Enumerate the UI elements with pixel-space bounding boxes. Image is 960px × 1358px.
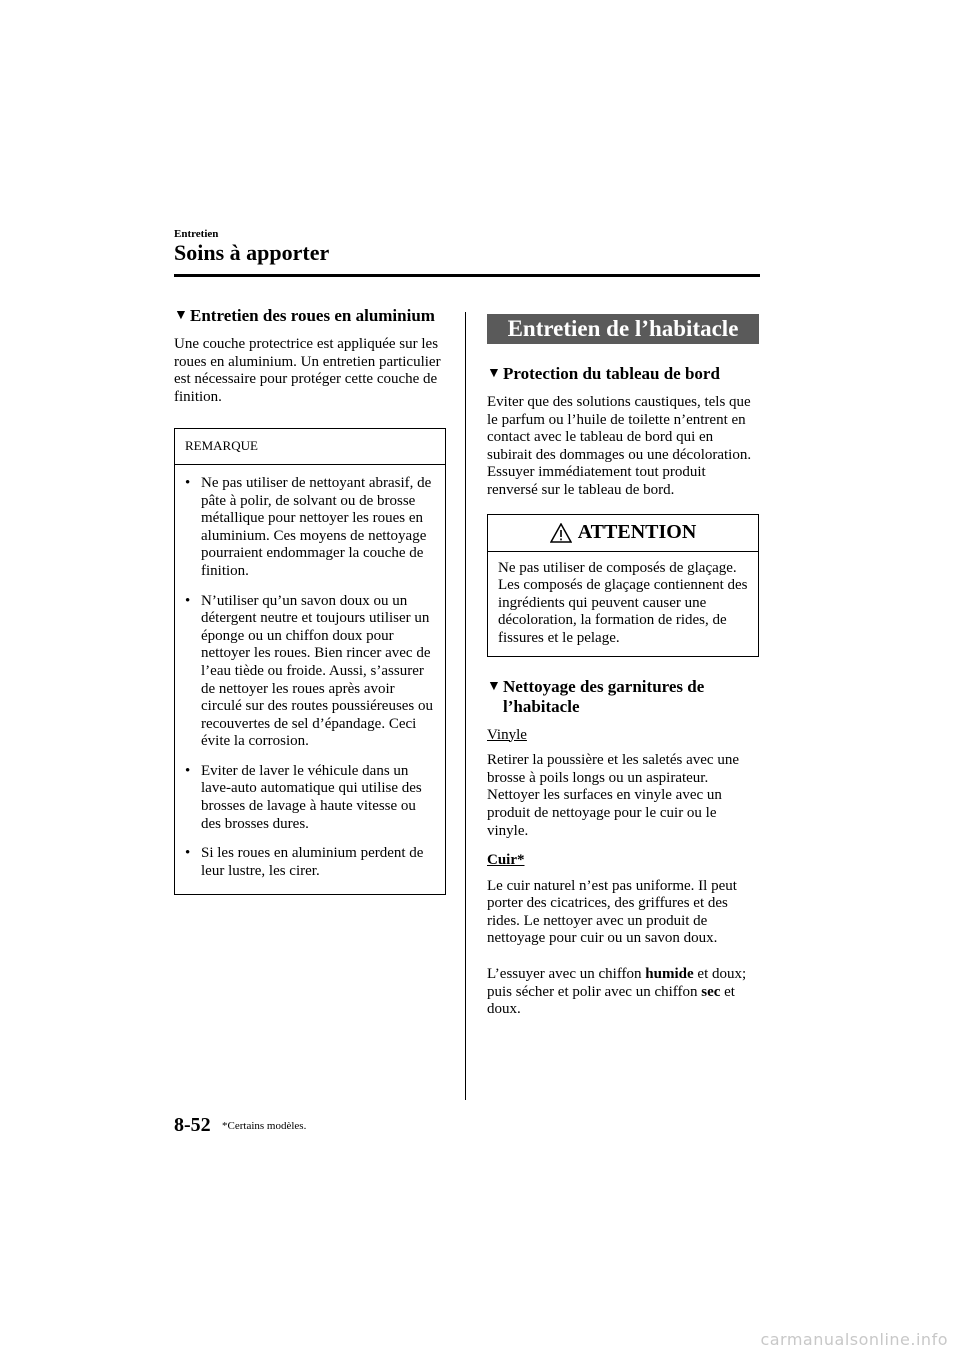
- bullet-icon: •: [185, 845, 191, 862]
- interior-care-banner: Entretien de l’habitacle: [487, 314, 759, 344]
- remarque-item: • Si les roues en aluminium perdent de leur lustre, les cirer.: [185, 845, 424, 879]
- vinyle-text: Retirer la poussière et les saletés avec une brosse à poils longs ou un aspirateur. Nettoyer les surfaces en vinyle avec un produit de nettoyage pour le cuir ou le vinyle.: [487, 752, 739, 839]
- dashboard-protection-heading: ▼ Protection du tableau de bord: [487, 364, 720, 383]
- aluminium-wheels-heading: ▼ Entretien des roues en aluminium: [174, 306, 435, 325]
- dashboard-protection-text: Eviter que des solutions caustiques, tels que le parfum ou l’huile de toilette n’entrent en contact avec le tableau de bord qui en subirait des dommages ou une décoloration. Essuyer immédiatement tout produit renversé sur le tableau de bord.: [487, 394, 752, 498]
- title-rule: [174, 274, 760, 277]
- remarque-box: [174, 428, 446, 895]
- triangle-down-icon: ▼: [487, 678, 501, 694]
- attention-line: Ne pas utiliser de composés de glaçage.: [498, 559, 737, 576]
- attention-header: [488, 515, 758, 552]
- cuir-wipe-text: L’essuyer avec un chiffon humide et doux; puis sécher et polir avec un chiffon sec et doux.: [487, 966, 747, 1018]
- cuir-text: Le cuir naturel n’est pas uniforme. Il peut porter des cicatrices, des griffures et des rides. Le nettoyer avec un produit de nettoyage pour cuir ou un savon doux.: [487, 877, 737, 947]
- remarque-item: • Ne pas utiliser de nettoyant abrasif, de pâte à polir, de solvant ou de brosse métallique pour nettoyer les roues en aluminium. Ces moyens de nettoyage pourraient endommager la couche de finition.: [185, 474, 432, 579]
- bullet-icon: •: [185, 592, 191, 609]
- trim-cleaning-heading: ▼ Nettoyage des garnitures de l’habitacle: [487, 676, 705, 716]
- section-label: Entretien: [174, 228, 219, 240]
- attention-label: ATTENTION: [577, 520, 697, 543]
- remarque-item: • N’utiliser qu’un savon doux ou un détergent neutre et toujours utiliser un éponge ou un chiffon doux pour nettoyer les roues. Bien rincer avec de l’eau tiède ou froide. Aussi, s’assurer de nettoyer les roues après avoir circulé sur des routes poussiéreuses ou recouvertes de sel d’épandage. Ceci évite la corrosion.: [185, 592, 434, 750]
- aluminium-intro: Une couche protectrice est appliquée sur les roues en aluminium. Un entretien particulier est nécessaire pour protéger cette couche de finition.: [174, 336, 441, 405]
- attention-body: [488, 552, 758, 656]
- remarque-list: [175, 465, 445, 894]
- attention-box: [487, 514, 759, 657]
- vinyle-label: Vinyle: [487, 726, 527, 743]
- remarque-item: • Eviter de laver le véhicule dans un lave-auto automatique qui utilise des brosses de lavage à haute vitesse ou des brosses dures.: [185, 762, 422, 832]
- bullet-icon: •: [185, 474, 191, 491]
- column-divider: [465, 312, 466, 1100]
- attention-line: Les composés de glaçage contiennent des ingrédients qui peuvent causer une décoloration, la formation de rides, de fissures et le pelage.: [498, 577, 748, 646]
- triangle-down-icon: ▼: [174, 308, 188, 323]
- warning-triangle-icon: [550, 523, 572, 543]
- page-number: 8-52: [174, 1114, 211, 1136]
- watermark: carmanualsonline.info: [760, 1330, 948, 1349]
- bullet-icon: •: [185, 762, 191, 779]
- triangle-down-icon: ▼: [487, 366, 501, 381]
- cuir-label: Cuir*: [487, 852, 525, 869]
- remarque-label: REMARQUE: [175, 429, 445, 465]
- page-title: Soins à apporter: [174, 240, 330, 265]
- footnote: *Certains modèles.: [222, 1120, 307, 1132]
- left-column: [174, 306, 446, 895]
- right-column: [487, 314, 759, 1031]
